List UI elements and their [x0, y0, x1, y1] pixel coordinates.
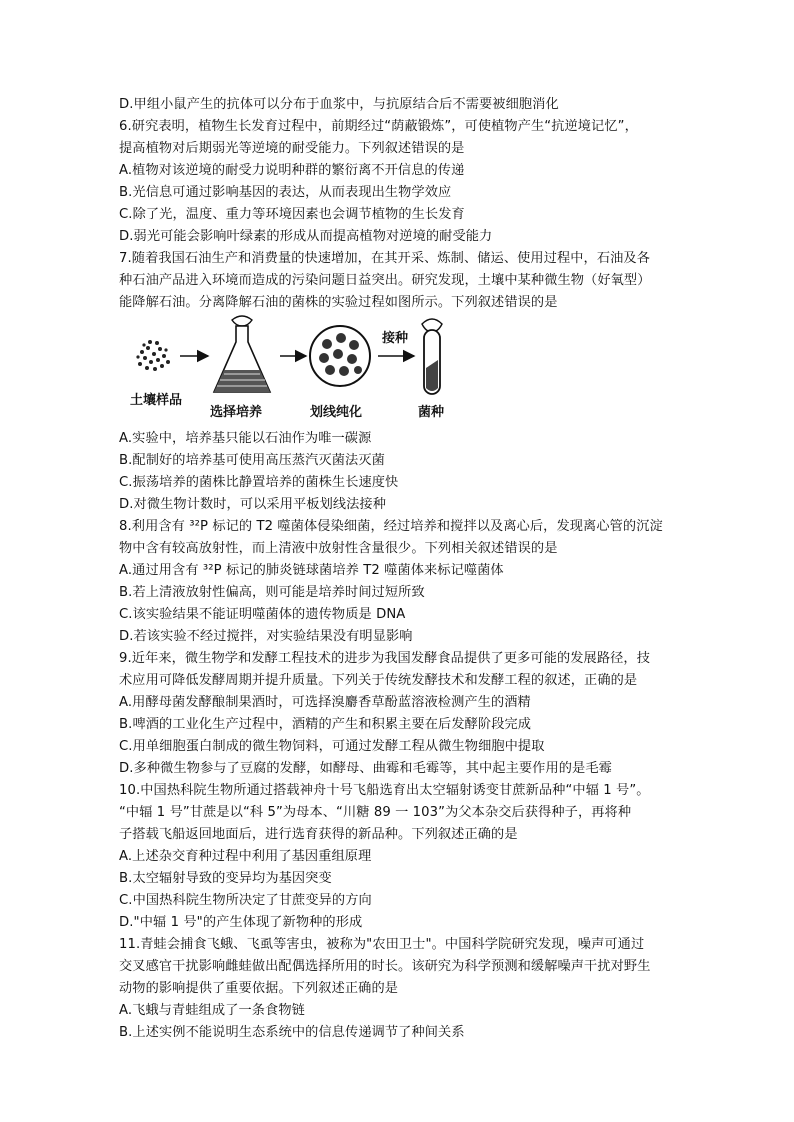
- streak-purification-label: 划线纯化: [310, 405, 363, 420]
- option-d: D.若该实验不经过搅拌，对实验结果没有明显影响: [119, 629, 413, 644]
- question-9-stem: 9.近年来，微生物学和发酵工程技术的进步为我国发酵食品提供了更多可能的发展路径，技: [119, 651, 650, 666]
- text-line: D.甲组小鼠产生的抗体可以分布于血浆中，与抗原结合后不需要被细胞消化: [119, 97, 559, 112]
- question-8-stem: 物中含有较高放射性，而上清液中放射性含量很少。下列相关叙述错误的是: [119, 541, 558, 556]
- question-11-stem: 交叉感官干扰影响雌蛙做出配偶选择所用的时长。该研究为科学预测和缓解噪声干扰对野生: [119, 959, 651, 974]
- option-a: A.实验中，培养基只能以石油作为唯一碳源: [119, 431, 372, 446]
- option-a: A.上述杂交育种过程中利用了基因重组原理: [119, 849, 372, 864]
- test-tube-icon: [422, 319, 442, 394]
- question-9-stem: 术应用可降低发酵周期并提升质量。下列关于传统发酵技术和发酵工程的叙述，正确的是: [119, 673, 638, 688]
- option-d: D.对微生物计数时，可以采用平板划线法接种: [119, 497, 387, 512]
- question-11-stem: 动物的影响提供了重要依据。下列叙述正确的是: [119, 981, 399, 996]
- petri-dish-icon: [310, 326, 370, 386]
- question-7-stem: 能降解石油。分离降解石油的菌株的实验过程如图所示。下列叙述错误的是: [119, 295, 558, 310]
- option-d: D.弱光可能会影响叶绿素的形成从而提高植物对逆境的耐受能力: [119, 229, 493, 244]
- option-c: C.除了光，温度、重力等环境因素也会调节植物的生长发育: [119, 207, 465, 222]
- option-c: C.中国热科院生物所决定了甘蔗变异的方向: [119, 893, 372, 908]
- question-7-stem: 7.随着我国石油生产和消费量的快速增加，在其开采、炼制、储运、使用过程中，石油及各: [119, 251, 650, 266]
- question-8-stem: 8.利用含有 ³²P 标记的 T2 噬菌体侵染细菌，经过培养和搅拌以及离心后，发现离心管的沉淀: [119, 519, 663, 534]
- experiment-figure: [120, 312, 500, 422]
- option-b: B.配制好的培养基可使用高压蒸汽灭菌法灭菌: [119, 453, 385, 468]
- strain-label: 菌种: [418, 405, 445, 420]
- option-a: A.植物对该逆境的耐受力说明种群的繁衍离不开信息的传递: [119, 163, 465, 178]
- soil-sample-label: 土壤样品: [130, 393, 183, 408]
- option-c: C.该实验结果不能证明噬菌体的遗传物质是 DNA: [119, 607, 406, 622]
- question-10-stem: “中辐 1 号”甘蔗是以“科 5”为母本、“川糖 89 一 103”为父本杂交后获得种子，再将种: [119, 805, 632, 820]
- question-11-stem: 11.青蛙会捕食飞蛾、飞虱等害虫，被称为"农田卫士"。中国科学院研究发现，噪声可通过: [119, 937, 645, 952]
- option-b: B.啤酒的工业化生产过程中，酒精的产生和积累主要在后发酵阶段完成: [119, 717, 532, 732]
- option-c: C.用单细胞蛋白制成的微生物饲料，可通过发酵工程从微生物细胞中提取: [119, 739, 545, 754]
- inoculate-label: 接种: [382, 331, 409, 346]
- option-a: A.飞蛾与青蛙组成了一条食物链: [119, 1003, 305, 1018]
- question-10-stem: 子搭载飞船返回地面后，进行选育获得的新品种。下列叙述正确的是: [119, 827, 518, 842]
- option-b: B.太空辐射导致的变异均为基因突变: [119, 871, 332, 886]
- soil-sample-dots: [136, 340, 170, 371]
- question-6-stem: 提高植物对后期弱光等逆境的耐受能力。下列叙述错误的是: [119, 141, 465, 156]
- option-a: A.通过用含有 ³²P 标记的肺炎链球菌培养 T2 噬菌体来标记噬菌体: [119, 563, 504, 578]
- option-b: B.上述实例不能说明生态系统中的信息传递调节了种间关系: [119, 1025, 465, 1040]
- option-c: C.振荡培养的菌株比静置培养的菌株生长速度快: [119, 475, 399, 490]
- option-b: B.光信息可通过影响基因的表达，从而表现出生物学效应: [119, 185, 452, 200]
- option-a: A.用酵母菌发酵酿制果酒时，可选择溴麝香草酚蓝溶液检测产生的酒精: [119, 695, 531, 710]
- question-6-stem: 6.研究表明，植物生长发育过程中，前期经过“荫蔽锻炼”，可使植物产生“抗逆境记忆”，: [119, 119, 638, 134]
- selective-culture-label: 选择培养: [210, 405, 263, 420]
- flask-icon: [214, 316, 270, 392]
- option-d: D.多种微生物参与了豆腐的发酵，如酵母、曲霉和毛霉等，其中起主要作用的是毛霉: [119, 761, 612, 776]
- option-d: D."中辐 1 号"的产生体现了新物种的形成: [119, 915, 363, 930]
- question-7-stem: 种石油产品进入环境而造成的污染问题日益突出。研究发现，土壤中某种微生物（好氧型）: [119, 273, 651, 288]
- option-b: B.若上清液放射性偏高，则可能是培养时间过短所致: [119, 585, 425, 600]
- question-10-stem: 10.中国热科院生物所通过搭载神舟十号飞船选育出太空辐射诱变甘蔗新品种“中辐 1 号”。: [119, 783, 650, 798]
